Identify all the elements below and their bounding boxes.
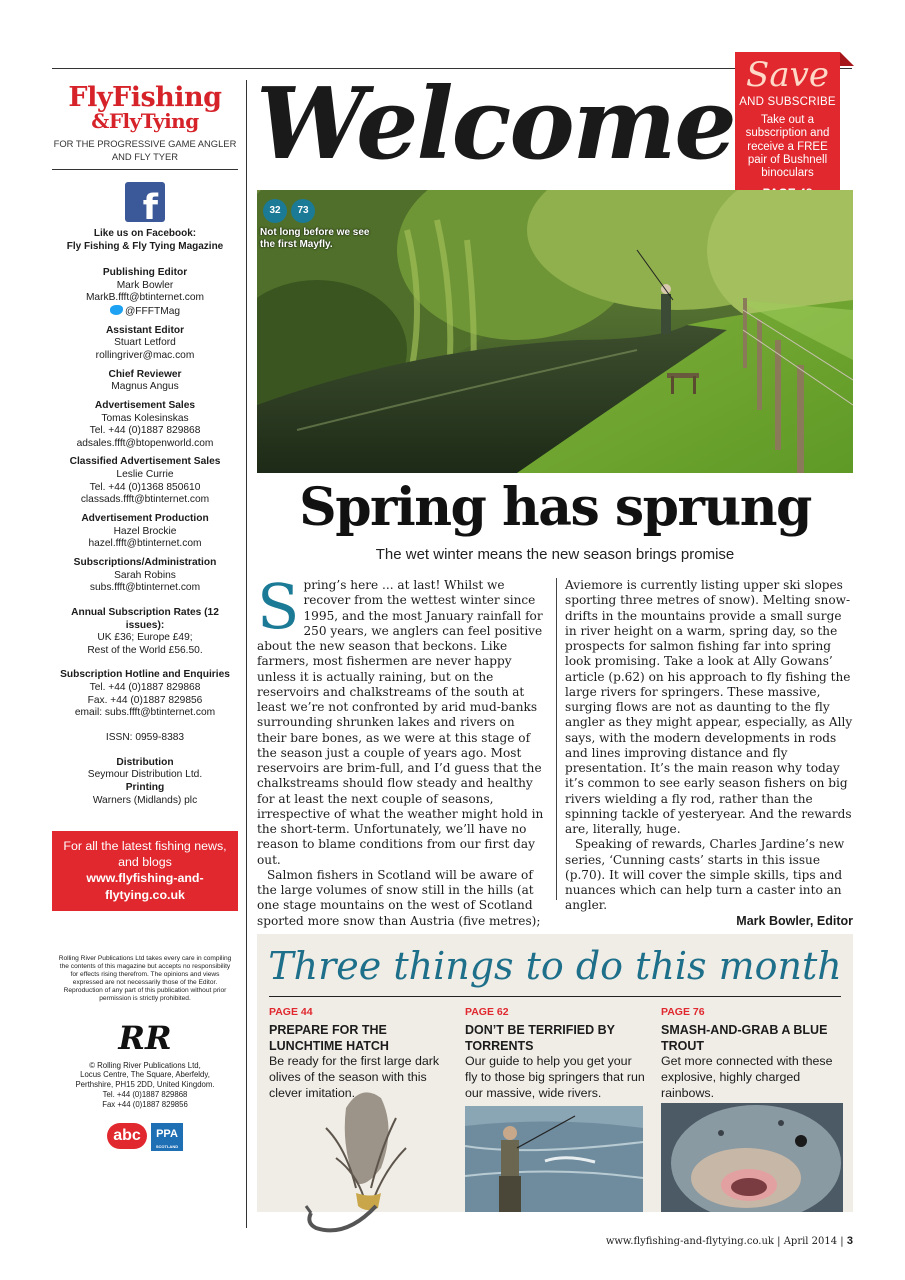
trout-image [661,1103,843,1212]
facebook-page-name[interactable]: Fly Fishing & Fly Tying Magazine [66,240,224,252]
staff-block: Publishing Editor Mark Bowler MarkB.ffft@btinternet.com @FFFTMag [52,267,238,319]
teaser-title: PREPARE FOR THE LUNCHTIME HATCH [269,1023,389,1053]
subscribe-label: AND SUBSCRIBE [739,96,836,108]
angler-river-image [465,1106,643,1212]
membership-badges [52,1123,238,1151]
legal-disclaimer: Rolling River Publications Ltd takes every care in compiling the contents of this magazine but accepts no responsibility for effects rising therefrom. The opinions and views expressed are not necessarily those of the Editor. Reproduction of any part of this publication without prior permission is strictly prohibited. [58,954,232,1002]
teaser-title: DON’T BE TERRIFIED BY TORRENTS [465,1023,615,1053]
footer-url-date: www.flyfishing-and-flytying.co.uk | April 2014 | [605,1236,844,1247]
magazine-logo: FlyFishing &FlyTying [68,82,222,133]
article-paragraph: Speaking of rewards, Charles Jardine’s new series, ‘Cunning casts’ starts in this issue (p.70). It will cover the simple skills, tips and nuances which can help turn a caster into an angler. [565,837,845,913]
staff-block: Advertisement Production Hazel Brockie hazel.ffft@btinternet.com [52,513,238,551]
page-ref-badge[interactable]: 32 [263,199,287,223]
email-link[interactable]: MarkB.ffft@btinternet.com [85,292,205,304]
staff-block: Subscriptions/Administration Sarah Robins subs.ffft@btinternet.com [52,557,238,595]
subscription-hotline: Subscription Hotline and Enquiries Tel. +44 (0)1887 829868 Fax. +44 (0)1887 829856 email: subs.ffft@btinternet.com [52,669,238,720]
issn: ISSN: 0959-8383 [105,732,185,744]
fly-pattern-image [286,1088,436,1258]
sidebar-divider [246,80,247,1228]
twitter-handle[interactable]: @FFFTMag [52,305,238,319]
article-paragraph: Spring’s here ... at last! Whilst we recover from the wettest winter since 1995, and the most January rainfall for 250 years, we anglers can feel positive about the new season that beckons. Like farmers, most fishermen are never happy unless it is actually raining, but on the reservoirs and chalkstreams of the south at least we’re not confronted by arid mud-banks surrounding shrunken lakes and rivers on their bare bones, as we were at this stage of the season just a couple of years ago. Most reservoirs are brim-full, and I’d guess that the chalkstreams should flow steady and healthy for at least the next couple of seasons, irrespective of what the weather might hold in the short-term. Unfortunately, we’ll have no reason to blame conditions from our first day out. [257,570,544,867]
column-rule [556,578,557,900]
flag-fold [840,52,854,66]
page-number: 3 [846,1235,853,1247]
feature-teaser[interactable] [661,1006,841,1102]
page-footer [560,1235,853,1247]
teaser-page-ref: PAGE 62 [465,1006,509,1018]
ppa-logo: PPA SCOTLAND [151,1123,183,1151]
staff-block: Advertisement Sales Tomas Kolesinskas Tel. +44 (0)1887 829868 adsales.ffft@btopenworld.com [52,400,238,451]
twitter-icon [110,305,123,315]
teaser-text: Our guide to help you get your fly to those big springers that run our massive, wide rivers. [465,1054,645,1100]
editor-signoff: Mark Bowler, Editor [736,913,853,928]
article-column-2 [565,578,853,929]
panel-rule [269,996,841,997]
teaser-text: Be ready for the first large dark olives of the season with this clever imitation. [269,1054,440,1100]
three-things-title: Three things to do this month [268,944,842,988]
teaser-page-ref: PAGE 76 [661,1006,705,1018]
article-column-1 [257,570,547,929]
email-link[interactable]: email: subs.ffft@btinternet.com [74,707,216,719]
staff-block: Chief Reviewer Magnus Angus [108,368,182,393]
magazine-tagline: FOR THE PROGRESSIVE GAME ANGLER AND FLY TYER [52,138,238,170]
facebook-heading: Like us on Facebook: [93,228,197,240]
photo-caption: Not long before we see the first Mayfly. [260,227,370,250]
abc-logo: abc [107,1123,147,1149]
staff-block: Classified Advertisement Sales Leslie Currie Tel. +44 (0)1368 850610 classads.ffft@btinternet.com [52,456,238,507]
page-title: Welcome [256,67,735,182]
staff-list [52,267,238,807]
article-paragraph: Salmon fishers in Scotland will be aware of the large volumes of snow still in the hills (at one stage mountains on the west of Scotland sported more snow than Austria (five metres); [257,867,541,928]
subscription-rates: Annual Subscription Rates (12 issues): UK £36; Europe £49; Rest of the World £56.50. [71,606,219,656]
masthead-sidebar [52,82,238,1151]
email-link[interactable]: adsales.ffft@btopenworld.com [76,437,214,449]
article-standfirst: The wet winter means the new season brings promise [375,546,735,563]
staff-block: Assistant Editor Stuart Letford rollingriver@mac.com [52,325,238,363]
website-promo-box[interactable]: For all the latest fishing news, and blogs www.flyfishing-and-flytying.co.uk [52,831,238,911]
publisher-logo: RR [118,1018,172,1057]
distribution-info: Distribution Seymour Distribution Ltd. Printing Warners (Midlands) plc [87,756,203,806]
page-ref-badge[interactable]: 73 [291,199,315,223]
facebook-icon[interactable]: f [125,182,165,222]
teaser-title: SMASH-AND-GRAB A BLUE TROUT [661,1023,828,1053]
save-heading: Save [746,55,829,95]
teaser-text: Get more connected with these explosive, highly charged rainbows. [661,1054,833,1100]
email-link[interactable]: classads.ffft@btinternet.com [80,494,210,506]
email-link[interactable]: rollingriver@mac.com [95,350,195,361]
river-photo [257,190,853,473]
article-headline: Spring has sprung [299,477,811,538]
email-link[interactable]: hazel.ffft@btinternet.com [88,538,202,550]
email-link[interactable]: subs.ffft@btinternet.com [89,582,201,594]
feature-teaser[interactable] [465,1006,645,1102]
subscribe-description: Take out a subscription and receive a FREE pair of Bushnell binoculars [745,114,830,180]
website-link[interactable]: www.flyfishing-and-flytying.co.uk [86,871,204,902]
drop-cap: S [257,570,300,643]
article-paragraph: Aviemore is currently listing upper ski slopes sporting three metres of snow). Melting snow-drifts in the mountains provide a small surge in river height on a warm, spring day, so the prospects for salmon fishing far into spring look promising. Take a look at Ally Gowans’ article (p.62) on his approach to fly fishing the large rivers for springers. These massive, surging flows are not as daunting to the fly angler as they might appear, especially, as Ally says, with the modern developments in rods and lines improving distance and fly presentation. It’s the main reason why today it’s common to see early season fishers on big rivers wielding a fly rod, rather than the spinning tackle of yesteryear. And the rewards are, literally, huge. [565,578,853,836]
publisher-address: © Rolling River Publications Ltd, Locus Centre, The Square, Aberfeldy, Perthshire, PH15 2DD, United Kingdom. Tel. +44 (0)1887 829868 Fax +44 (0)1887 829856 [75,1060,215,1109]
teaser-page-ref: PAGE 44 [269,1006,313,1018]
